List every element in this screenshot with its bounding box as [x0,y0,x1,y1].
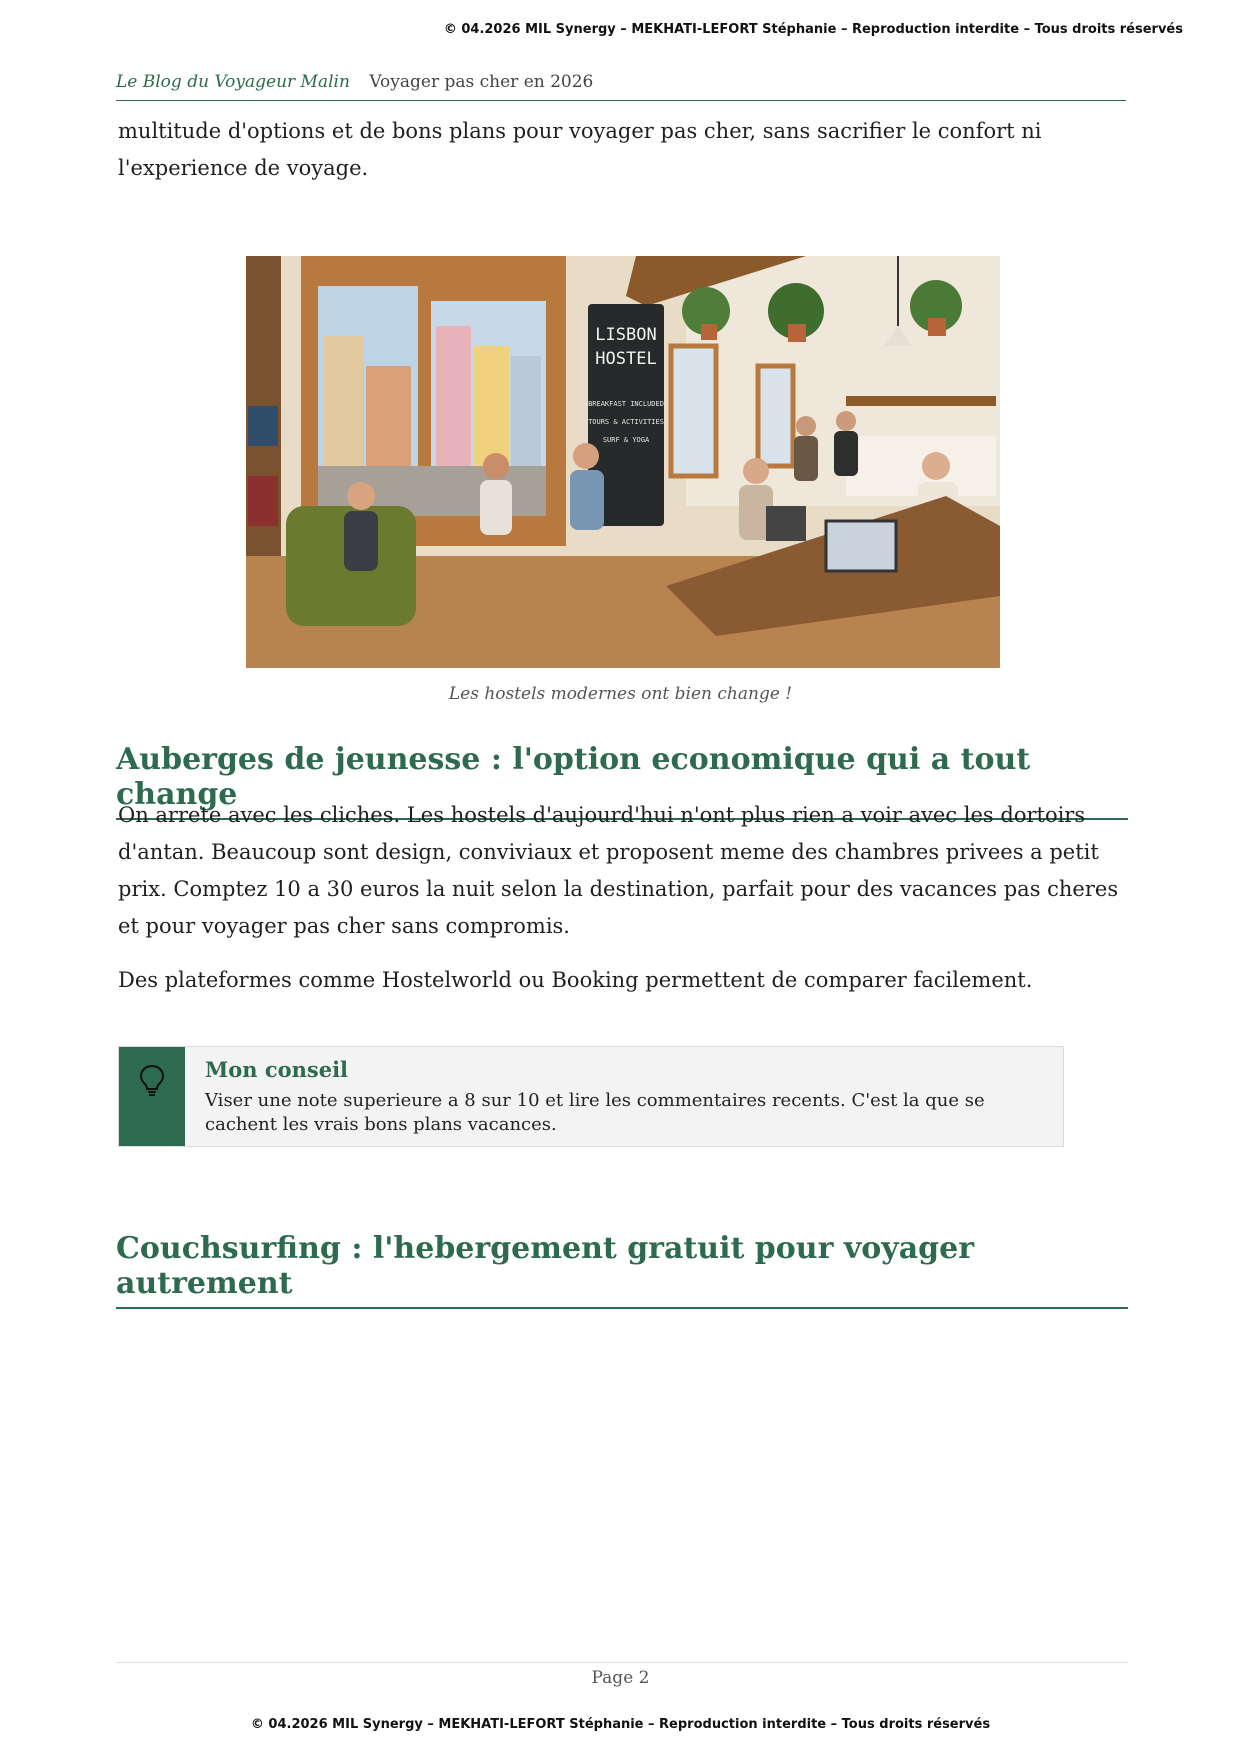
image-caption: Les hostels modernes ont bien change ! [448,684,793,704]
hostel-photo [246,256,1000,668]
hostels-paragraph: On arrete avec les cliches. Les hostels d'aujourd'hui n'ont plus rien a voir avec les dortoirs d'antan. Beaucoup sont design, conviviaux et proposent meme des chambres privees a petit prix. Comptez 10 a 30 euros la nuit selon la destination, parfait pour des vacances pas cheres et pour voyager pas cher sans compromis. [118,803,1119,938]
copyright-notice-top: © 04.2026 MIL Synergy – MEKHATI-LEFORT Stéphanie – Reproduction interdite – Tous droits réservés [443,22,1183,37]
document-subtitle: Voyager pas cher en 2026 [369,72,594,92]
chalkboard-line-4: TOURS & ACTIVITIES [588,418,664,426]
intro-continuation-paragraph: multitude d'options et de bons plans pour voyager pas cher, sans sacrifier le confort ni l'experience de voyage. [118,119,1042,180]
platforms-paragraph: Des plateformes comme Hostelworld ou Booking permettent de comparer facilement. [118,968,1033,992]
lightbulb-icon [139,1064,165,1096]
running-header [116,72,1126,101]
tip-accent-bar [119,1047,185,1146]
section-heading-couchsurfing: Couchsurfing : l'hebergement gratuit pour voyager autrement [116,1231,1128,1309]
tip-callout [118,1046,1064,1147]
page-number: Page 2 [591,1668,650,1688]
section-heading-hostels: Auberges de jeunesse : l'option economique qui a tout change [116,742,1128,820]
copyright-notice-bottom: © 04.2026 MIL Synergy – MEKHATI-LEFORT Stéphanie – Reproduction interdite – Tous droits réservés [250,1717,991,1732]
chalkboard-line-3: BREAKFAST INCLUDED [588,400,664,408]
chalkboard-line-1: LISBON [595,325,657,345]
tip-title: Mon conseil [205,1057,349,1082]
blog-title: Le Blog du Voyageur Malin [116,72,350,92]
footer-divider [116,1662,1128,1663]
tip-text: Viser une note superieure a 8 sur 10 et lire les commentaires recents. C'est la que se cachent les vrais bons plans vacances. [205,1090,985,1135]
chalkboard-line-5: SURF & YOGA [602,436,650,444]
chalkboard-line-2: HOSTEL [595,349,657,369]
